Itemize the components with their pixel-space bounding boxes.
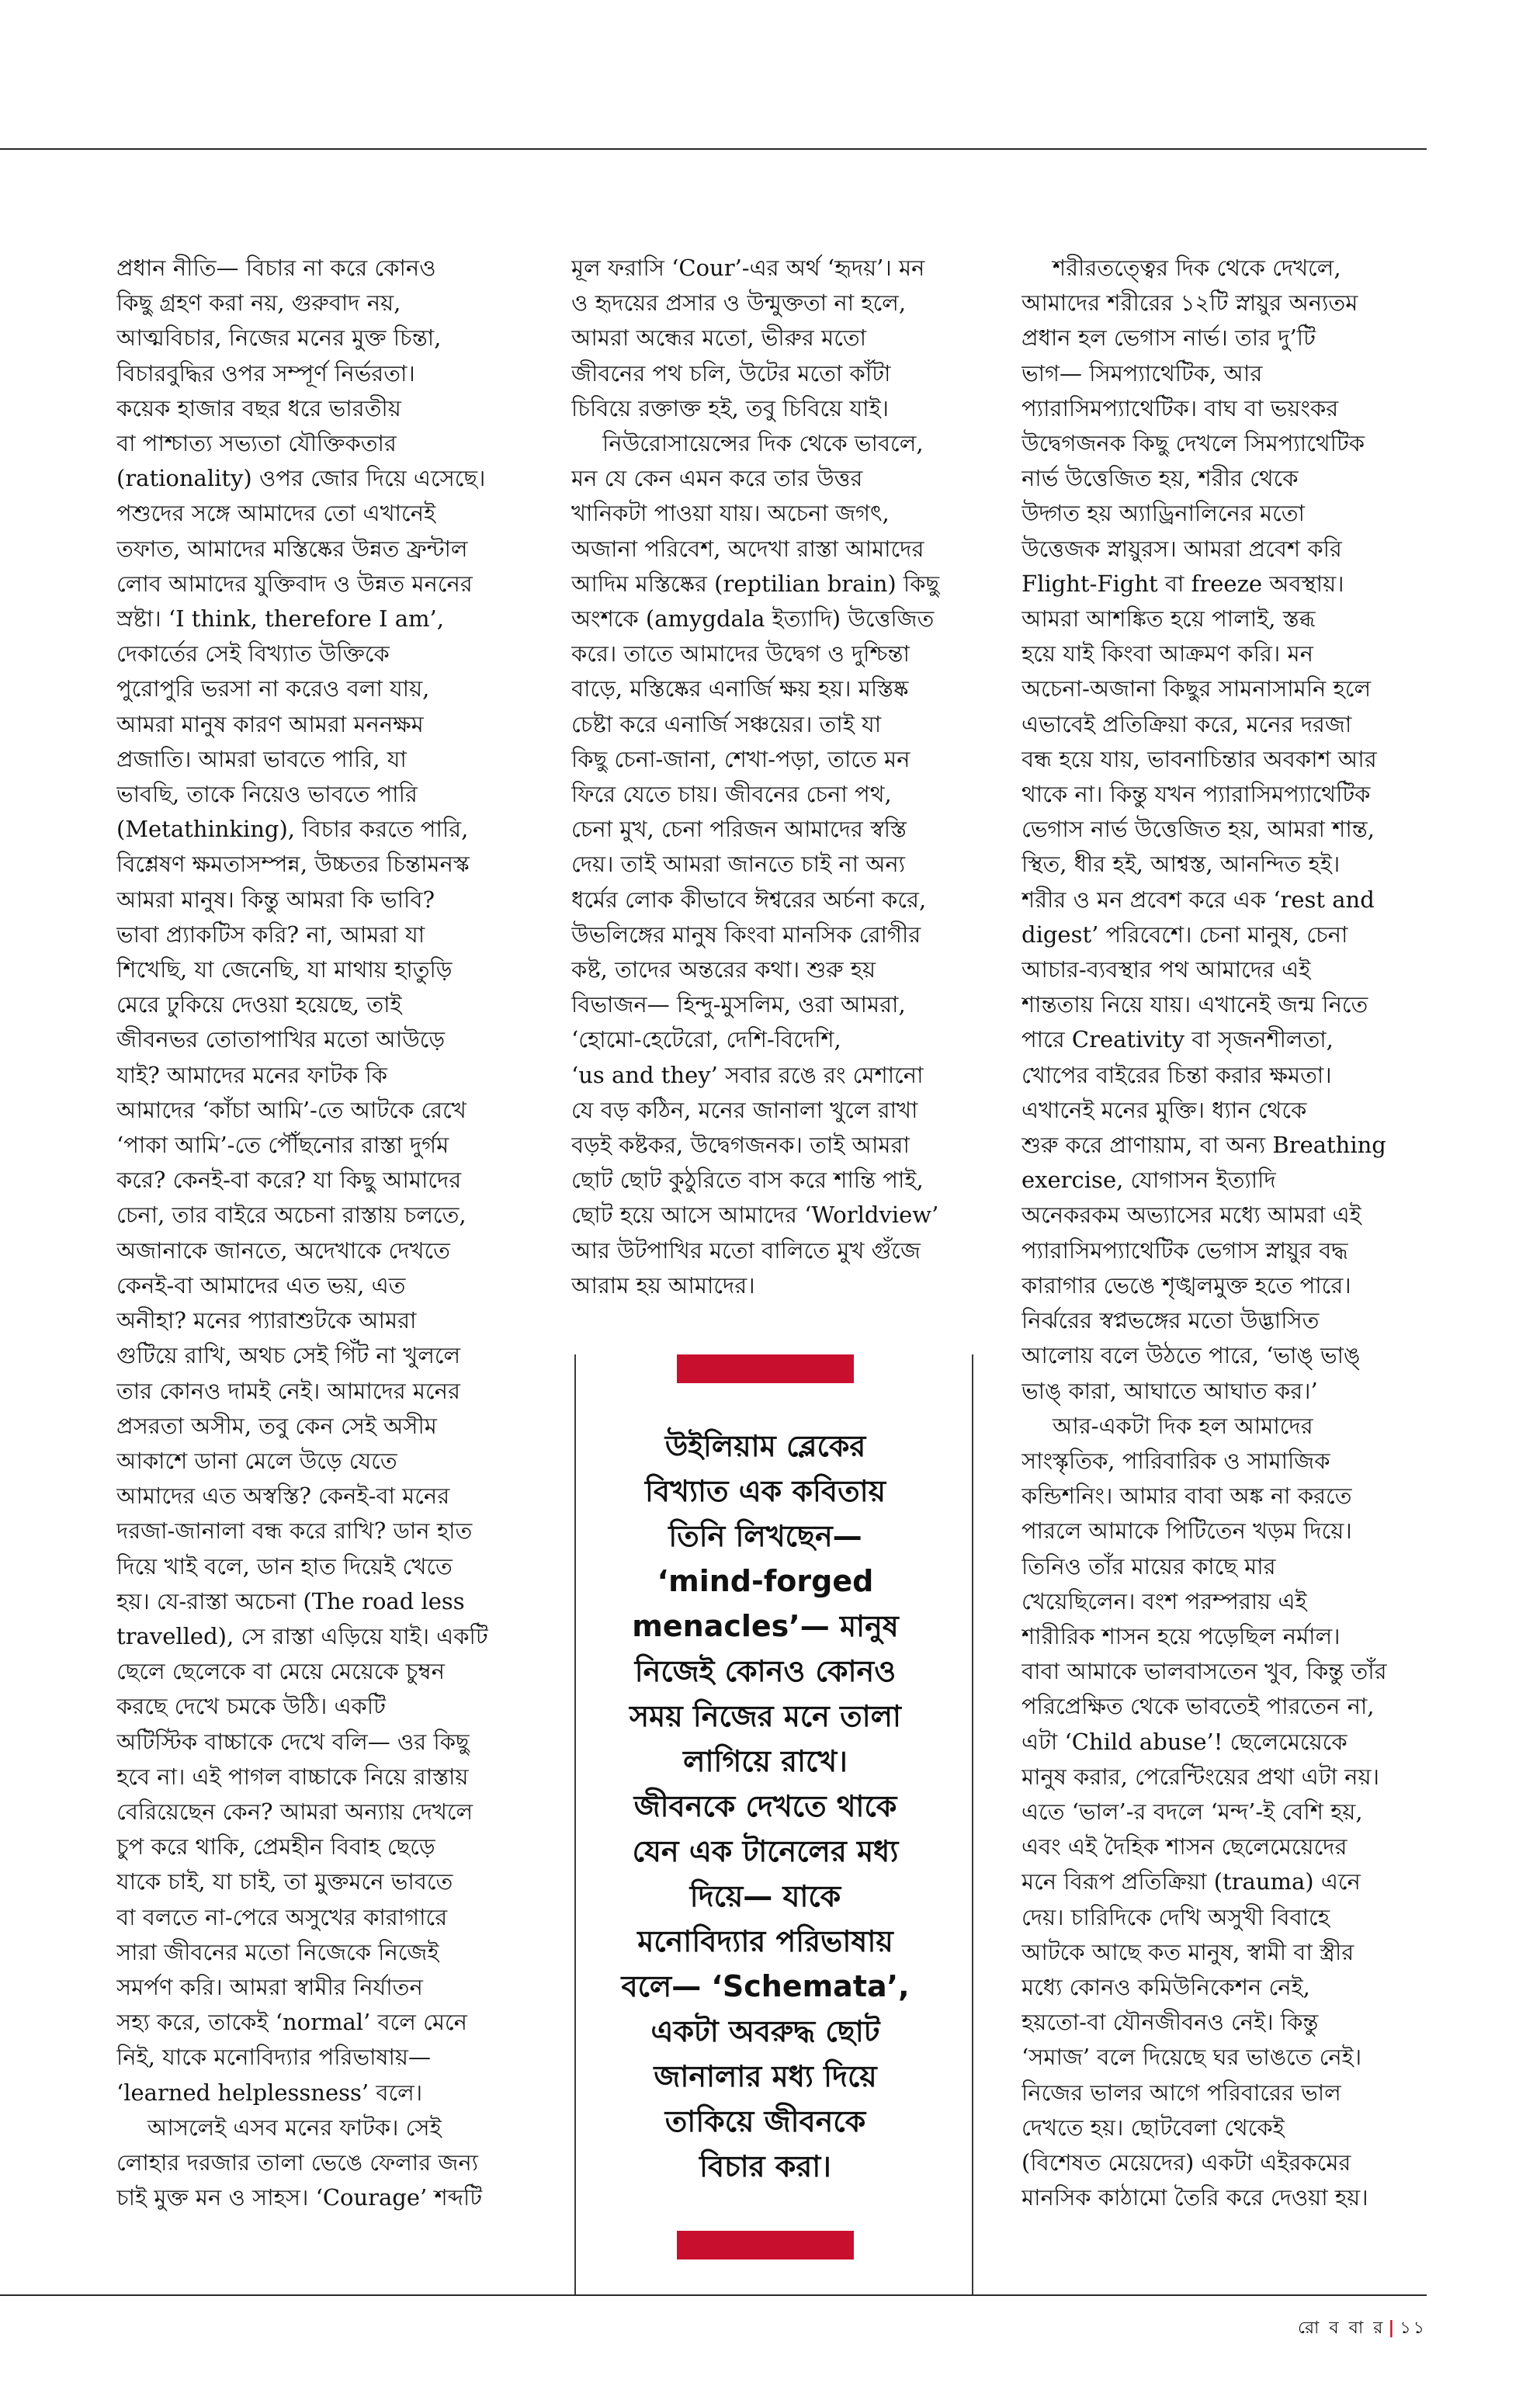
pull-quote	[581, 1354, 950, 2325]
text-line: প্রসরতা অসীম, তবু কেন সেই অসীম	[116, 1412, 437, 1439]
text-line: ফিরে যেতে চায়। জীবনের চেনা পথ,	[571, 781, 892, 808]
text-line: কষ্ট, তাদের অন্তরের কথা। শুরু হয়	[571, 956, 876, 983]
text-line: বেরিয়েছেন কেন? আমরা অন্যায় দেখলে	[116, 1798, 473, 1825]
text-line: বন্ধ হয়ে যায়, ভাবনাচিন্তার অবকাশ আর	[1021, 745, 1377, 772]
text-line: শিখেছি, যা জেনেছি, যা মাথায় হাতুড়ি	[116, 956, 453, 983]
text-line: হয়। যে-রাস্তা অচেনা (The road less	[116, 1587, 465, 1614]
text-line: বা বলতে না-পেরে অসুখের কারাগারে	[116, 1903, 448, 1930]
text-line: শরীর ও মন প্রবেশ করে এক ‘rest and	[1021, 886, 1375, 913]
text-line: কিছু চেনা-জানা, শেখা-পড়া, তাতে মন	[571, 745, 910, 772]
text-line: মধ্যে কোনও কমিউনিকেশন নেই,	[1021, 1973, 1310, 2000]
text-line: ধর্মের লোক কীভাবে ঈশ্বরের অর্চনা করে,	[571, 886, 927, 913]
text-line: প্রধান হল ভেগাস নার্ভ। তার দু’টি	[1021, 324, 1316, 352]
text-line: ‘সমাজ’ বলে দিয়েছে ঘর ভাঙতে নেই।	[1021, 2044, 1362, 2071]
text-line: বিশ্লেষণ ক্ষমতাসম্পন্ন, উচ্চতর চিন্তামনস্ক	[116, 851, 470, 878]
text-line: (বিশেষত মেয়েদের) একটা এইরকমের	[1021, 2148, 1351, 2176]
text-line: মনে বিরূপ প্রতিক্রিয়া (trauma) এনে	[1021, 1868, 1361, 1895]
text-line: বা পাশ্চাত্য সভ্যতা যৌক্তিকতার	[116, 430, 397, 457]
text-line: পশুদের সঙ্গে আমাদের তো এখানেই	[116, 500, 436, 527]
text-line: চেনা, তার বাইরে অচেনা রাস্তায় চলতে,	[116, 1202, 467, 1229]
text-line: আমাদের শরীরের ১২টি স্নায়ুর অন্যতম	[1021, 290, 1358, 317]
text-line: জানালার মধ্য দিয়ে	[654, 2059, 877, 2093]
text-line: কারাগার ভেঙে শৃঙ্খলমুক্ত হতে পারে।	[1021, 1271, 1351, 1299]
text-line: মূল ফরাসি ‘Cour’-এর অর্থ ‘হৃদয়’। মন	[571, 255, 925, 281]
text-line: শরীরতত্ত্বের দিক থেকে দেখলে,	[1053, 255, 1341, 281]
text-line: হয়ে যাই কিংবা আক্রমণ করি। মন	[1021, 640, 1313, 668]
text-line: দিয়ে খাই বলে, ডান হাত দিয়েই খেতে	[116, 1552, 453, 1580]
text-line: এখানেই মনের মুক্তি। ধ্যান থেকে	[1021, 1096, 1307, 1123]
text-line: আরাম হয় আমাদের।	[571, 1271, 755, 1299]
text-line: প্যারাসিমপ্যাথেটিক। বাঘ বা ভয়ংকর	[1021, 394, 1339, 421]
text-line: ‘পাকা আমি’-তে পৌঁছনোর রাস্তা দুর্গম	[116, 1132, 449, 1159]
text-line: হয়তো-বা যৌনজীবনও নেই। কিন্তু	[1021, 2009, 1319, 2036]
text-line: আর উটপাখির মতো বালিতে মুখ গুঁজে	[571, 1236, 921, 1264]
text-line: বিভাজন— হিন্দু-মুসলিম, ওরা আমরা,	[571, 991, 906, 1018]
text-line: অনেকরকম অভ্যাসের মধ্যে আমরা এই	[1021, 1202, 1361, 1229]
text-line: থাকে না। কিন্তু যখন প্যারাসিমপ্যাথেটিক	[1021, 781, 1371, 808]
text-line: ভেগাস নার্ভ উত্তেজিত হয়, আমরা শান্ত,	[1021, 816, 1375, 843]
text-line: করে। তাতে আমাদের উদ্বেগ ও দুশ্চিন্তা	[571, 640, 910, 668]
text-line: পরিপ্রেক্ষিত থেকে ভাবতেই পারতেন না,	[1021, 1693, 1375, 1720]
article-column-1	[116, 251, 551, 2215]
text-line: কয়েক হাজার বছর ধরে ভারতীয়	[116, 394, 401, 421]
text-line: নির্ঝরের স্বপ্নভঙ্গের মতো উদ্ভাসিত	[1021, 1307, 1320, 1334]
text-line: exercise, যোগাসন ইত্যাদি	[1021, 1167, 1276, 1194]
text-line: আচার-ব্যবস্থার পথ আমাদের এই	[1021, 956, 1311, 983]
text-line: নার্ভ উত্তেজিত হয়, শরীর থেকে	[1021, 465, 1299, 492]
text-line: মনোবিদ্যার পরিভাষায়	[637, 1924, 893, 1958]
column-divider-left	[574, 1354, 576, 2296]
text-line: মন যে কেন এমন করে তার উত্তর	[571, 465, 863, 492]
text-line: নিজেই কোনও কোনও	[634, 1654, 897, 1688]
text-line: উভলিঙ্গের মানুষ কিংবা মানসিক রোগীর	[571, 921, 921, 948]
text-line: ভাগ— সিমপ্যাথেটিক, আর	[1021, 359, 1263, 387]
top-rule	[0, 148, 1427, 150]
text-line: পুরোপুরি ভরসা না করেও বলা যায়,	[116, 675, 430, 702]
text-line: করছে দেখে চমকে উঠি। একটি	[116, 1693, 386, 1720]
text-line: তফাত, আমাদের মস্তিষ্কের উন্নত ফ্রন্টাল	[116, 535, 468, 562]
text-line: কন্ডিশনিং। আমার বাবা অঙ্ক না করতে	[1021, 1483, 1352, 1510]
article-column-2	[571, 251, 1006, 1303]
text-line: মেরে ঢুকিয়ে দেওয়া হয়েছে, তাই	[116, 991, 402, 1018]
text-line: তার কোনও দামই নেই। আমাদের মনের	[116, 1377, 460, 1404]
text-line: উদ্গত হয় অ্যাড্রিনালিনের মতো	[1021, 500, 1305, 527]
text-line: এবং এই দৈহিক শাসন ছেলেমেয়েদের	[1021, 1833, 1348, 1861]
magazine-name: রো ব বা র	[1298, 2318, 1386, 2338]
text-line: ভাঙ্ কারা, আঘাতে আঘাত কর।’	[1021, 1377, 1318, 1404]
text-line: আমরা অন্ধের মতো, ভীরুর মতো	[571, 324, 867, 352]
text-line: সাংস্কৃতিক, পারিবারিক ও সামাজিক	[1021, 1447, 1330, 1474]
bottom-rule	[0, 2294, 1427, 2296]
text-line: চাই মুক্ত মন ও সাহস। ‘Courage’ শব্দটি	[116, 2184, 483, 2211]
text-line: জীবনভর তোতাপাখির মতো আউড়ে	[116, 1026, 446, 1053]
text-line: প্যারাসিমপ্যাথেটিক ভেগাস স্নায়ুর বদ্ধ	[1021, 1236, 1348, 1264]
text-line: অনীহা? মনের প্যারাশুটকে আমরা	[116, 1307, 417, 1334]
text-line: আসলেই এসব মনের ফাটক। সেই	[147, 2114, 442, 2141]
text-line: খানিকটা পাওয়া যায়। অচেনা জগৎ,	[571, 500, 890, 527]
text-line: বলে— ‘Schemata’,	[621, 1969, 910, 2003]
text-line: শারীরিক শাসন হয়ে পড়েছিল নর্মাল।	[1021, 1622, 1341, 1649]
text-line: চিবিয়ে রক্তাক্ত হই, তবু চিবিয়ে যাই।	[571, 394, 890, 421]
text-line: আকাশে ডানা মেলে উড়ে যেতে	[116, 1447, 397, 1474]
text-line: উদ্বেগজনক কিছু দেখলে সিমপ্যাথেটিক	[1021, 430, 1365, 457]
text-line: হবে না। এই পাগল বাচ্চাকে নিয়ে রাস্তায়	[116, 1763, 469, 1790]
text-line: অজানা পরিবেশ, অদেখা রাস্তা আমাদের	[571, 535, 924, 562]
text-line: (Metathinking), বিচার করতে পারি,	[116, 816, 469, 843]
text-line: গুটিয়ে রাখি, অথচ সেই গিঁট না খুললে	[116, 1342, 461, 1369]
article-column-3	[1021, 251, 1456, 2215]
text-line: নিউরোসায়েন্সের দিক থেকে ভাবলে,	[602, 430, 924, 457]
text-line: বিখ্যাত এক কবিতায়	[644, 1474, 886, 1508]
text-line: জীবনকে দেখতে থাকে	[633, 1789, 897, 1823]
text-line: স্থিত, ধীর হই, আশ্বস্ত, আনন্দিত হই।	[1021, 851, 1341, 878]
text-line: এটা ‘Child abuse’! ছেলেমেয়েকে	[1021, 1728, 1348, 1755]
text-line: ছেলে ছেলেকে বা মেয়ে মেয়েকে চুম্বন	[116, 1658, 445, 1685]
text-line: সমর্পণ করি। আমরা স্বামীর নির্যাতন	[116, 1973, 423, 2000]
text-line: খেয়েছিলেন। বংশ পরম্পরায় এই	[1021, 1587, 1307, 1614]
text-line: বিচার করা।	[699, 2149, 831, 2183]
text-line: দেয়। তাই আমরা জানতে চাই না অন্য	[571, 851, 906, 878]
text-line: বড়ই কষ্টকর, উদ্বেগজনক। তাই আমরা	[571, 1132, 910, 1159]
text-line: দেখতে হয়। ছোটবেলা থেকেই	[1021, 2114, 1285, 2141]
text-line: অংশকে (amygdala ইত্যাদি) উত্তেজিত	[571, 605, 935, 633]
text-line: পারে Creativity বা সৃজনশীলতা,	[1021, 1026, 1334, 1053]
page-footer	[1298, 2315, 1427, 2343]
text-line: আটকে আছে কত মানুষ, স্বামী বা স্ত্রীর	[1021, 1938, 1354, 1965]
text-line: চেষ্টা করে এনার্জি সঞ্চয়ের। তাই যা	[571, 710, 882, 737]
text-line: এভাবেই প্রতিক্রিয়া করে, মনের দরজা	[1021, 710, 1352, 737]
text-line: অটিস্টিক বাচ্চাকে দেখে বলি— ওর কিছু	[116, 1728, 470, 1755]
text-line: অজানাকে জানতে, অদেখাকে দেখতে	[116, 1236, 450, 1264]
text-line: আর-একটা দিক হল আমাদের	[1053, 1412, 1313, 1439]
text-line: digest’ পরিবেশে। চেনা মানুষ, চেনা	[1021, 921, 1348, 948]
text-line: আমরা আশঙ্কিত হয়ে পালাই, স্তব্ধ	[1021, 605, 1316, 633]
text-line: লোব আমাদের যুক্তিবাদ ও উন্নত মননের	[116, 570, 473, 597]
text-line: উইলিয়াম ব্লেকের	[664, 1429, 866, 1463]
text-line: নিই, যাকে মনোবিদ্যার পরিভাষায়—	[116, 2044, 431, 2071]
text-line: তিনি লিখছেন—	[668, 1519, 862, 1553]
text-line: এতে ‘ভাল’-র বদলে ‘মন্দ’-ই বেশি হয়,	[1021, 1798, 1363, 1825]
text-line: আত্মবিচার, নিজের মনের মুক্ত চিন্তা,	[116, 324, 442, 352]
text-line: কেনই-বা আমাদের এত ভয়, এত	[116, 1271, 406, 1299]
text-line: আমরা মানুষ। কিন্তু আমরা কি ভাবি?	[116, 886, 435, 913]
footer-separator: |	[1388, 2318, 1397, 2338]
text-line: লাগিয়ে রাখে।	[683, 1744, 848, 1778]
text-line: আমাদের ‘কাঁচা আমি’-তে আটকে রেখে	[116, 1096, 467, 1123]
text-line: ভাবছি, তাকে নিয়েও ভাবতে পারি	[116, 781, 418, 808]
text-line: বাবা আমাকে ভালবাসতেন খুব, কিন্তু তাঁর	[1021, 1658, 1387, 1685]
text-line: বিচারবুদ্ধির ওপর সম্পূর্ণ নির্ভরতা।	[116, 359, 415, 387]
text-line: ছোট হয়ে আসে আমাদের ‘Worldview’	[571, 1202, 939, 1229]
text-line: যেন এক টানেলের মধ্য	[632, 1834, 899, 1868]
text-line: সময় নিজের মনে তালা	[630, 1699, 901, 1733]
text-line: আমরা মানুষ কারণ আমরা মননক্ষম	[116, 710, 424, 737]
column-divider-right	[972, 1354, 973, 2296]
text-line: প্রধান নীতি— বিচার না করে কোনও	[116, 255, 436, 281]
text-line: বাড়ে, মস্তিষ্কের এনার্জি ক্ষয় হয়। মস্তিষ্ক	[571, 675, 909, 702]
text-line: আদিম মস্তিষ্কের (reptilian brain) কিছু	[571, 570, 940, 597]
text-line: করে? কেনই-বা করে? যা কিছু আমাদের	[116, 1167, 462, 1194]
text-line: স্রষ্টা। ‘I think, therefore I am’,	[116, 605, 444, 633]
text-line: সারা জীবনের মতো নিজেকে নিজেই	[116, 1938, 439, 1965]
text-line: ‘mind-forged	[657, 1564, 874, 1598]
text-line: ভাবা প্র্যাকটিস করি? না, আমরা যা	[116, 921, 425, 948]
text-line: ও হৃদয়ের প্রসার ও উন্মুক্ততা না হলে,	[571, 290, 907, 317]
text-line: ‘learned helplessness’ বলে।	[116, 2079, 423, 2106]
text-line: দেয়। চারিদিকে দেখি অসুখী বিবাহে	[1021, 1903, 1330, 1930]
text-line: চেনা মুখ, চেনা পরিজন আমাদের স্বস্তি	[571, 816, 907, 843]
text-line: যে বড় কঠিন, মনের জানালা খুলে রাখা	[571, 1096, 918, 1123]
text-line: দেকার্তের সেই বিখ্যাত উক্তিকে	[116, 640, 390, 668]
text-line: দরজা-জানালা বন্ধ করে রাখি? ডান হাত	[116, 1517, 473, 1545]
text-line: সহ্য করে, তাকেই ‘normal’ বলে মেনে	[116, 2009, 467, 2036]
pull-quote-text	[581, 1424, 950, 2189]
text-line: তাকিয়ে জীবনকে	[664, 2104, 866, 2138]
text-line: দিয়ে— যাকে	[689, 1879, 841, 1913]
page-number: ১১	[1400, 2318, 1427, 2338]
text-line: ‘হোমো-হেটেরো, দেশি-বিদেশি,	[571, 1026, 841, 1053]
text-line: যাই? আমাদের মনের ফাটক কি	[116, 1061, 388, 1088]
text-line: উত্তেজক স্নায়ুরস। আমরা প্রবেশ করি	[1021, 535, 1342, 562]
text-line: আমাদের এত অস্বস্তি? কেনই-বা মনের	[116, 1483, 450, 1510]
text-line: যাকে চাই, যা চাই, তা মুক্তমনে ভাবতে	[116, 1868, 453, 1895]
text-line: লোহার দরজার তালা ভেঙে ফেলার জন্য	[116, 2148, 479, 2176]
text-line: পারলে আমাকে পিটিতেন খড়ম দিয়ে।	[1021, 1517, 1352, 1545]
text-line: মানুষ করার, পেরেন্টিংয়ের প্রথা এটা নয়।	[1021, 1763, 1379, 1790]
text-line: ‘us and they’ সবার রঙে রং মেশানো	[571, 1061, 924, 1088]
text-line: (rationality) ওপর জোর দিয়ে এসেছে।	[116, 465, 486, 492]
text-line: শান্ততায় নিয়ে যায়। এখানেই জন্ম নিতে	[1021, 991, 1368, 1018]
text-line: জীবনের পথ চলি, উটের মতো কাঁটা	[571, 359, 891, 387]
text-line: travelled), সে রাস্তা এড়িয়ে যাই। একটি	[116, 1622, 488, 1649]
text-line: অচেনা-অজানা কিছুর সামনাসামনি হলে	[1021, 675, 1372, 702]
text-line: চুপ করে থাকি, প্রেমহীন বিবাহ ছেড়ে	[116, 1833, 435, 1861]
text-line: প্রজাতি। আমরা ভাবতে পারি, যা	[116, 745, 407, 772]
text-line: আলোয় বলে উঠতে পারে, ‘ভাঙ্ ভাঙ্	[1021, 1342, 1361, 1369]
text-line: শুরু করে প্রাণায়াম, বা অন্য Breathing	[1021, 1132, 1386, 1159]
text-line: ছোট ছোট কুঠুরিতে বাস করে শান্তি পাই,	[571, 1167, 924, 1194]
text-line: খোপের বাইরের চিন্তা করার ক্ষমতা।	[1021, 1061, 1332, 1088]
text-line: তিনিও তাঁর মায়ের কাছে মার	[1021, 1552, 1276, 1580]
text-line: একটা অবরুদ্ধ ছোট	[650, 2014, 880, 2048]
text-line: নিজের ভালর আগে পরিবারের ভাল	[1021, 2079, 1341, 2106]
pull-quote-top-bar	[677, 1354, 854, 1383]
text-line: মানসিক কাঠামো তৈরি করে দেওয়া হয়।	[1021, 2184, 1368, 2211]
text-line: menacles’— মানুষ	[632, 1609, 899, 1643]
text-line: কিছু গ্রহণ করা নয়, গুরুবাদ নয়,	[116, 290, 401, 317]
pull-quote-bottom-bar	[677, 2231, 854, 2259]
text-line: Flight-Fight বা freeze অবস্থায়।	[1021, 570, 1344, 597]
